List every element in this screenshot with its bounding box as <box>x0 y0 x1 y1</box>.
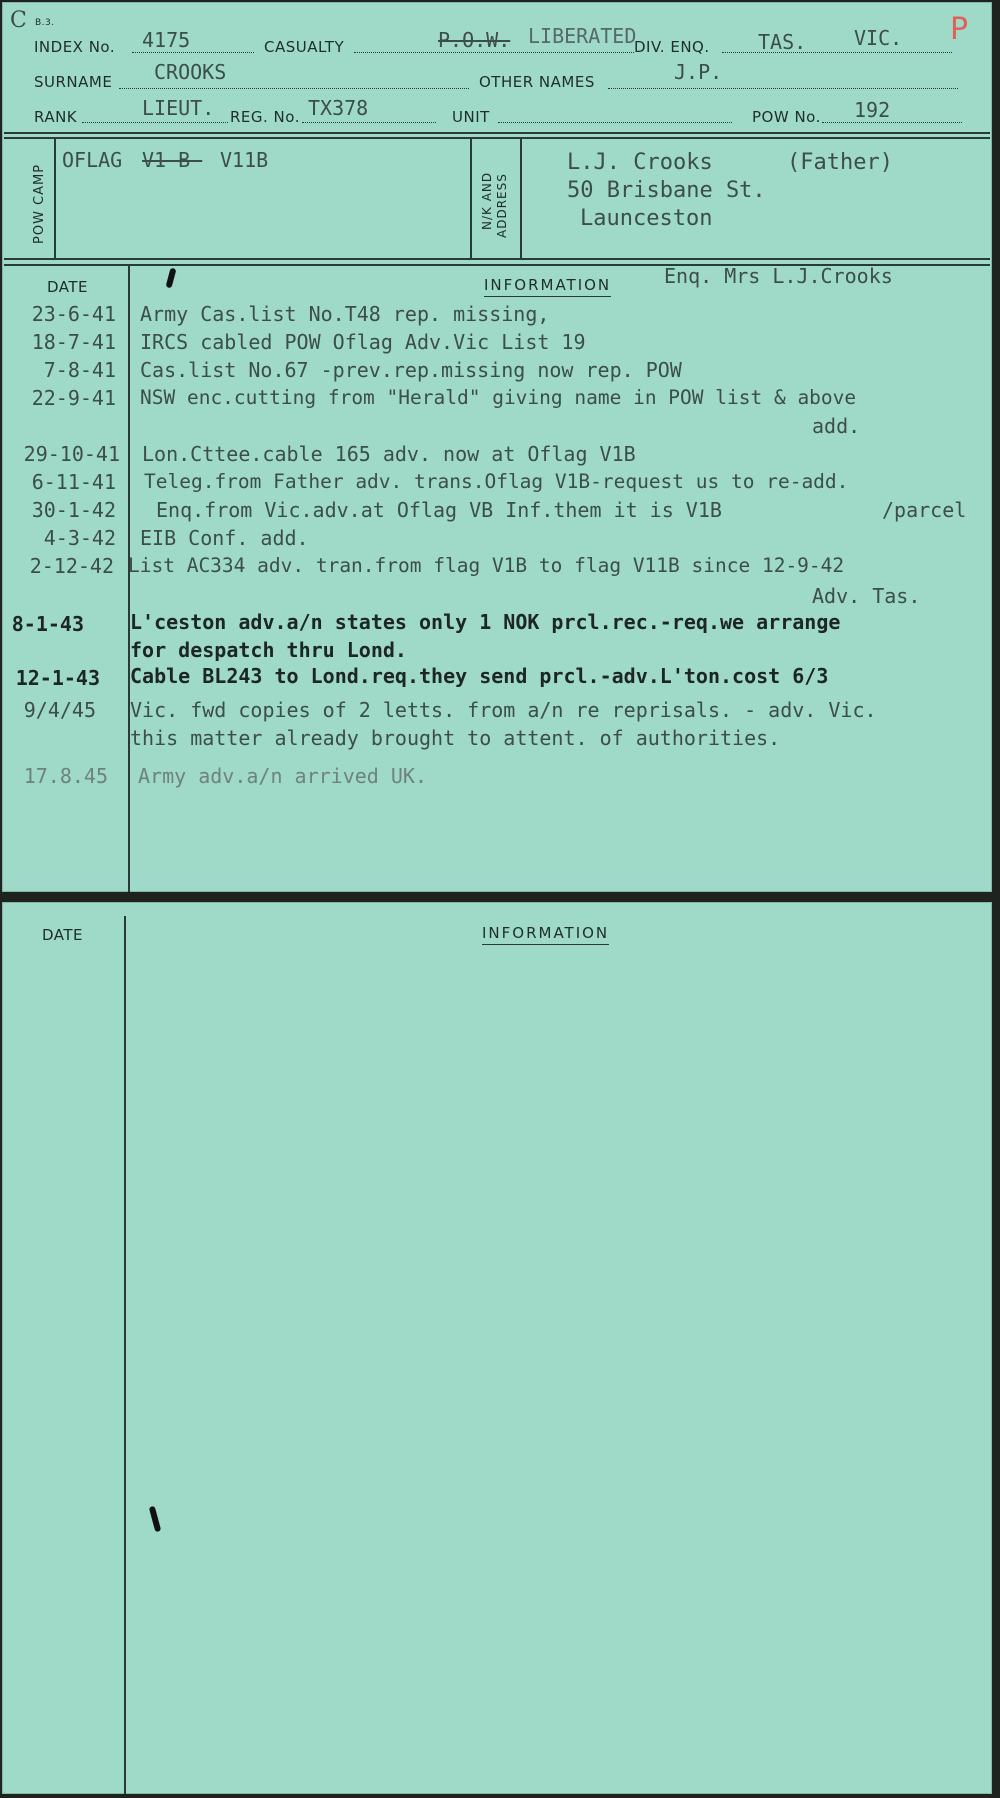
record-card-front <box>2 2 992 892</box>
pow-no-value: 192 <box>854 98 891 122</box>
rank-value: LIEUT. <box>142 96 215 120</box>
entry-date: 22-9-41 <box>31 386 116 410</box>
nk-town: Launceston <box>580 206 713 231</box>
form-code: B.3. <box>35 18 55 28</box>
entry-date: 6-11-41 <box>31 470 116 494</box>
nk-name: L.J. Crooks <box>567 150 713 175</box>
surname-value: CROOKS <box>154 60 227 84</box>
nk-street: 50 Brisbane St. <box>567 178 766 203</box>
entry-date: 7-8-41 <box>43 358 116 382</box>
unit-label: UNIT <box>452 108 490 126</box>
nk-address-label-2: ADDRESS <box>495 173 509 238</box>
entry-date: 9/4/45 <box>23 698 96 722</box>
ink-mark <box>149 1506 162 1533</box>
entry-date: 18-7-41 <box>31 330 116 354</box>
div-enq-label: DIV. ENQ. <box>634 38 710 56</box>
surname-label: SURNAME <box>34 73 113 91</box>
nk-address-label-1: N/K AND <box>480 171 494 230</box>
div-enq-value-1: TAS. <box>758 30 807 54</box>
casualty-value: LIBERATED <box>528 24 637 48</box>
index-no-label: INDEX No. <box>34 38 116 56</box>
entry-text-continued: for despatch thru Lond. <box>130 638 407 662</box>
rank-label: RANK <box>34 108 78 126</box>
entry-text-continued: this matter already brought to attent. of authorities. <box>130 726 781 750</box>
enquiry-note: Enq. Mrs L.J.Crooks <box>664 264 893 288</box>
entry-date: 23-6-41 <box>31 302 116 326</box>
entry-text-continued: /parcel <box>882 498 967 522</box>
other-names-value: J.P. <box>674 60 723 84</box>
entry-date: 2-12-42 <box>29 554 114 578</box>
entry-text: Vic. fwd copies of 2 letts. from a/n re reprisals. - adv. Vic. <box>130 698 877 722</box>
entry-text: IRCS cabled POW Oflag Adv.Vic List 19 <box>140 330 586 354</box>
entry-text: EIB Conf. add. <box>140 526 309 550</box>
entry-text-continued: Adv. Tas. <box>812 584 921 608</box>
pow-camp-label: POW CAMP <box>32 163 47 244</box>
entry-date: 30-1-42 <box>31 498 116 522</box>
pow-camp-value: V11B <box>220 148 269 172</box>
reg-no-value: TX378 <box>308 96 369 120</box>
entry-text: L'ceston adv.a/n states only 1 NOK prcl.rec.-req.we arrange <box>130 610 841 634</box>
entry-date: 8-1-43 <box>11 612 84 636</box>
casualty-struck-value: P.O.W. <box>438 28 511 52</box>
back-date-column-label: DATE <box>42 926 84 944</box>
corner-mark: C <box>10 8 28 33</box>
entry-text-continued: add. <box>812 414 861 438</box>
entry-date: 17.8.45 <box>23 764 108 788</box>
entry-text: Army Cas.list No.T48 rep. missing, <box>140 302 550 326</box>
entry-text: Lon.Cttee.cable 165 adv. now at Oflag V1B <box>142 442 636 466</box>
information-column-label: INFORMATION <box>484 276 611 297</box>
pow-camp-prefix: OFLAG <box>62 148 123 172</box>
entry-date: 29-10-41 <box>23 442 120 466</box>
pow-no-label: POW No. <box>752 108 821 126</box>
back-column-divider <box>124 916 126 1794</box>
ink-mark <box>166 268 177 289</box>
entry-date: 4-3-42 <box>43 526 116 550</box>
entry-text: Army adv.a/n arrived UK. <box>138 764 427 788</box>
pow-camp-struck-value: V1-B- <box>142 148 203 172</box>
entry-text: Cable BL243 to Lond.req.they send prcl.-adv.L'ton.cost 6/3 <box>130 664 829 688</box>
entry-text: Enq.from Vic.adv.at Oflag VB Inf.them it is V1B <box>156 498 722 522</box>
index-no-value: 4175 <box>142 28 191 52</box>
entry-text: Cas.list No.67 -prev.rep.missing now rep. POW <box>140 358 682 382</box>
red-letter-mark: P <box>950 12 969 47</box>
nk-relation: (Father) <box>787 150 893 175</box>
reg-no-label: REG. No. <box>230 108 300 126</box>
entry-text: Teleg.from Father adv. trans.Oflag V1B-request us to re-add. <box>144 470 849 493</box>
date-column-label: DATE <box>47 278 89 296</box>
entry-text: List AC334 adv. tran.from flag V1B to flag V11B since 12-9-42 <box>128 554 845 577</box>
casualty-label: CASUALTY <box>264 38 345 56</box>
div-enq-value-2: VIC. <box>854 26 903 50</box>
entry-date: 12-1-43 <box>15 666 100 690</box>
back-information-column-label: INFORMATION <box>482 924 609 945</box>
other-names-label: OTHER NAMES <box>479 73 595 91</box>
entry-text: NSW enc.cutting from "Herald" giving name in POW list & above <box>140 386 857 409</box>
record-card-back <box>2 902 992 1794</box>
